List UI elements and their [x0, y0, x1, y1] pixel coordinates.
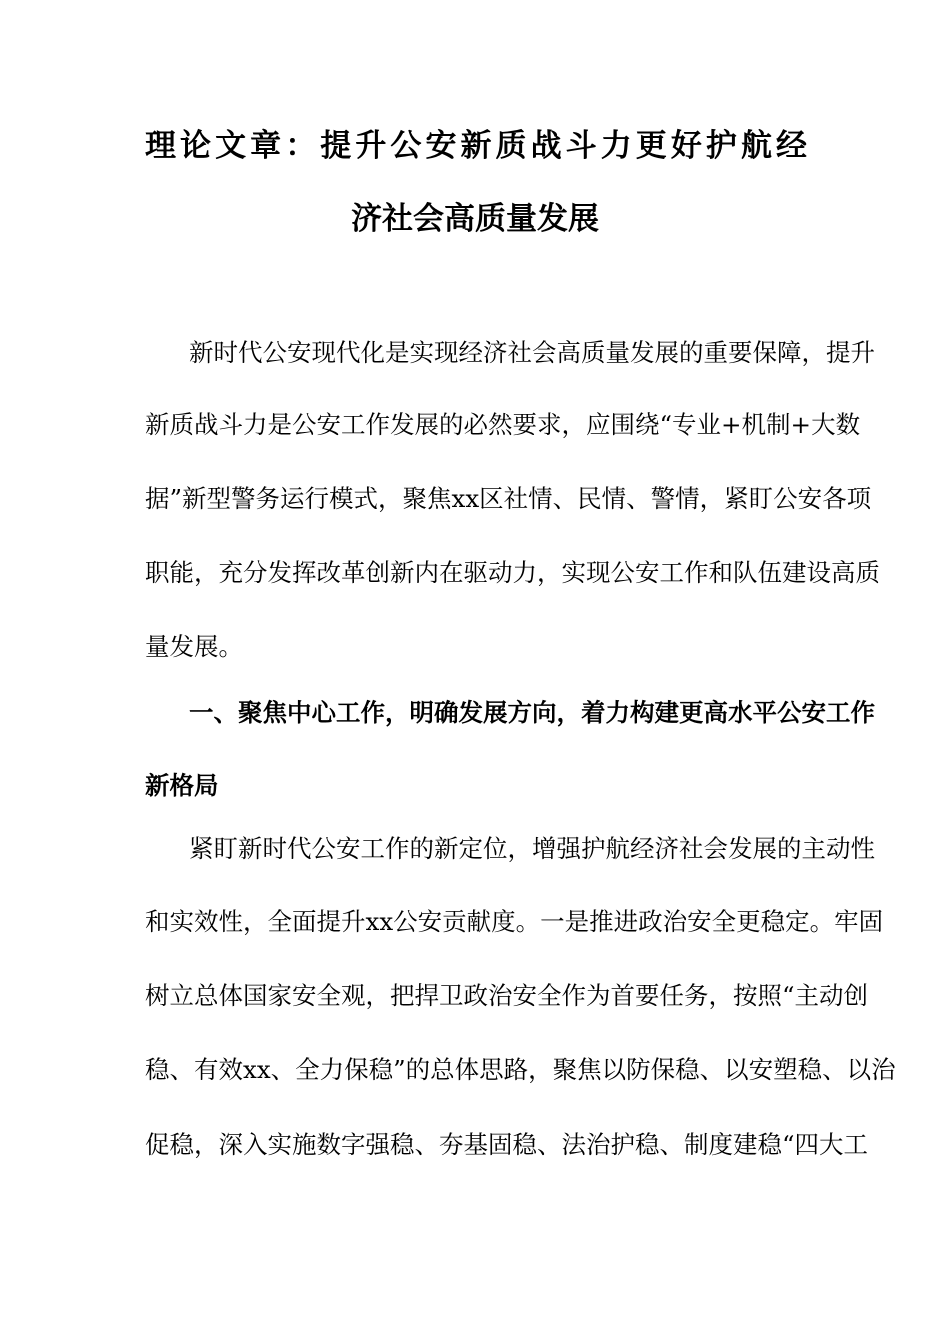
section-paragraph-line: 紧盯新时代公安工作的新定位，增强护航经济社会发展的主动性: [189, 834, 875, 863]
intro-paragraph-line: 新时代公安现代化是实现经济社会高质量发展的重要保障，提升: [189, 338, 875, 367]
intro-paragraph-line: 据”新型警务运行模式，聚焦xx区社情、民情、警情，紧盯公安各项: [145, 484, 872, 513]
intro-paragraph-line: 职能，充分发挥改革创新内在驱动力，实现公安工作和队伍建设高质: [145, 558, 880, 587]
section-paragraph-line: 和实效性，全面提升xx公安贡献度。一是推进政治安全更稳定。牢固: [145, 907, 884, 936]
section-paragraph-line: 促稳，深入实施数字强稳、夯基固稳、法治护稳、制度建稳“四大工: [145, 1130, 869, 1159]
document-title-line-1: 理论文章：提升公安新质战斗力更好护航经: [145, 128, 807, 164]
section-heading-line: 新格局: [145, 771, 219, 800]
section-paragraph-line: 树立总体国家安全观，把捍卫政治安全作为首要任务，按照“主动创: [145, 981, 869, 1010]
intro-paragraph-line: 量发展。: [145, 632, 243, 661]
section-heading-line: 一、聚焦中心工作，明确发展方向，着力构建更高水平公安工作: [189, 698, 875, 727]
document-title-line-2: 济社会高质量发展: [351, 201, 599, 237]
intro-paragraph-line: 新质战斗力是公安工作发展的必然要求，应围绕“专业+机制+大数: [145, 410, 861, 439]
section-paragraph-line: 稳、有效xx、全力保稳”的总体思路，聚焦以防保稳、以安塑稳、以治: [145, 1055, 896, 1084]
